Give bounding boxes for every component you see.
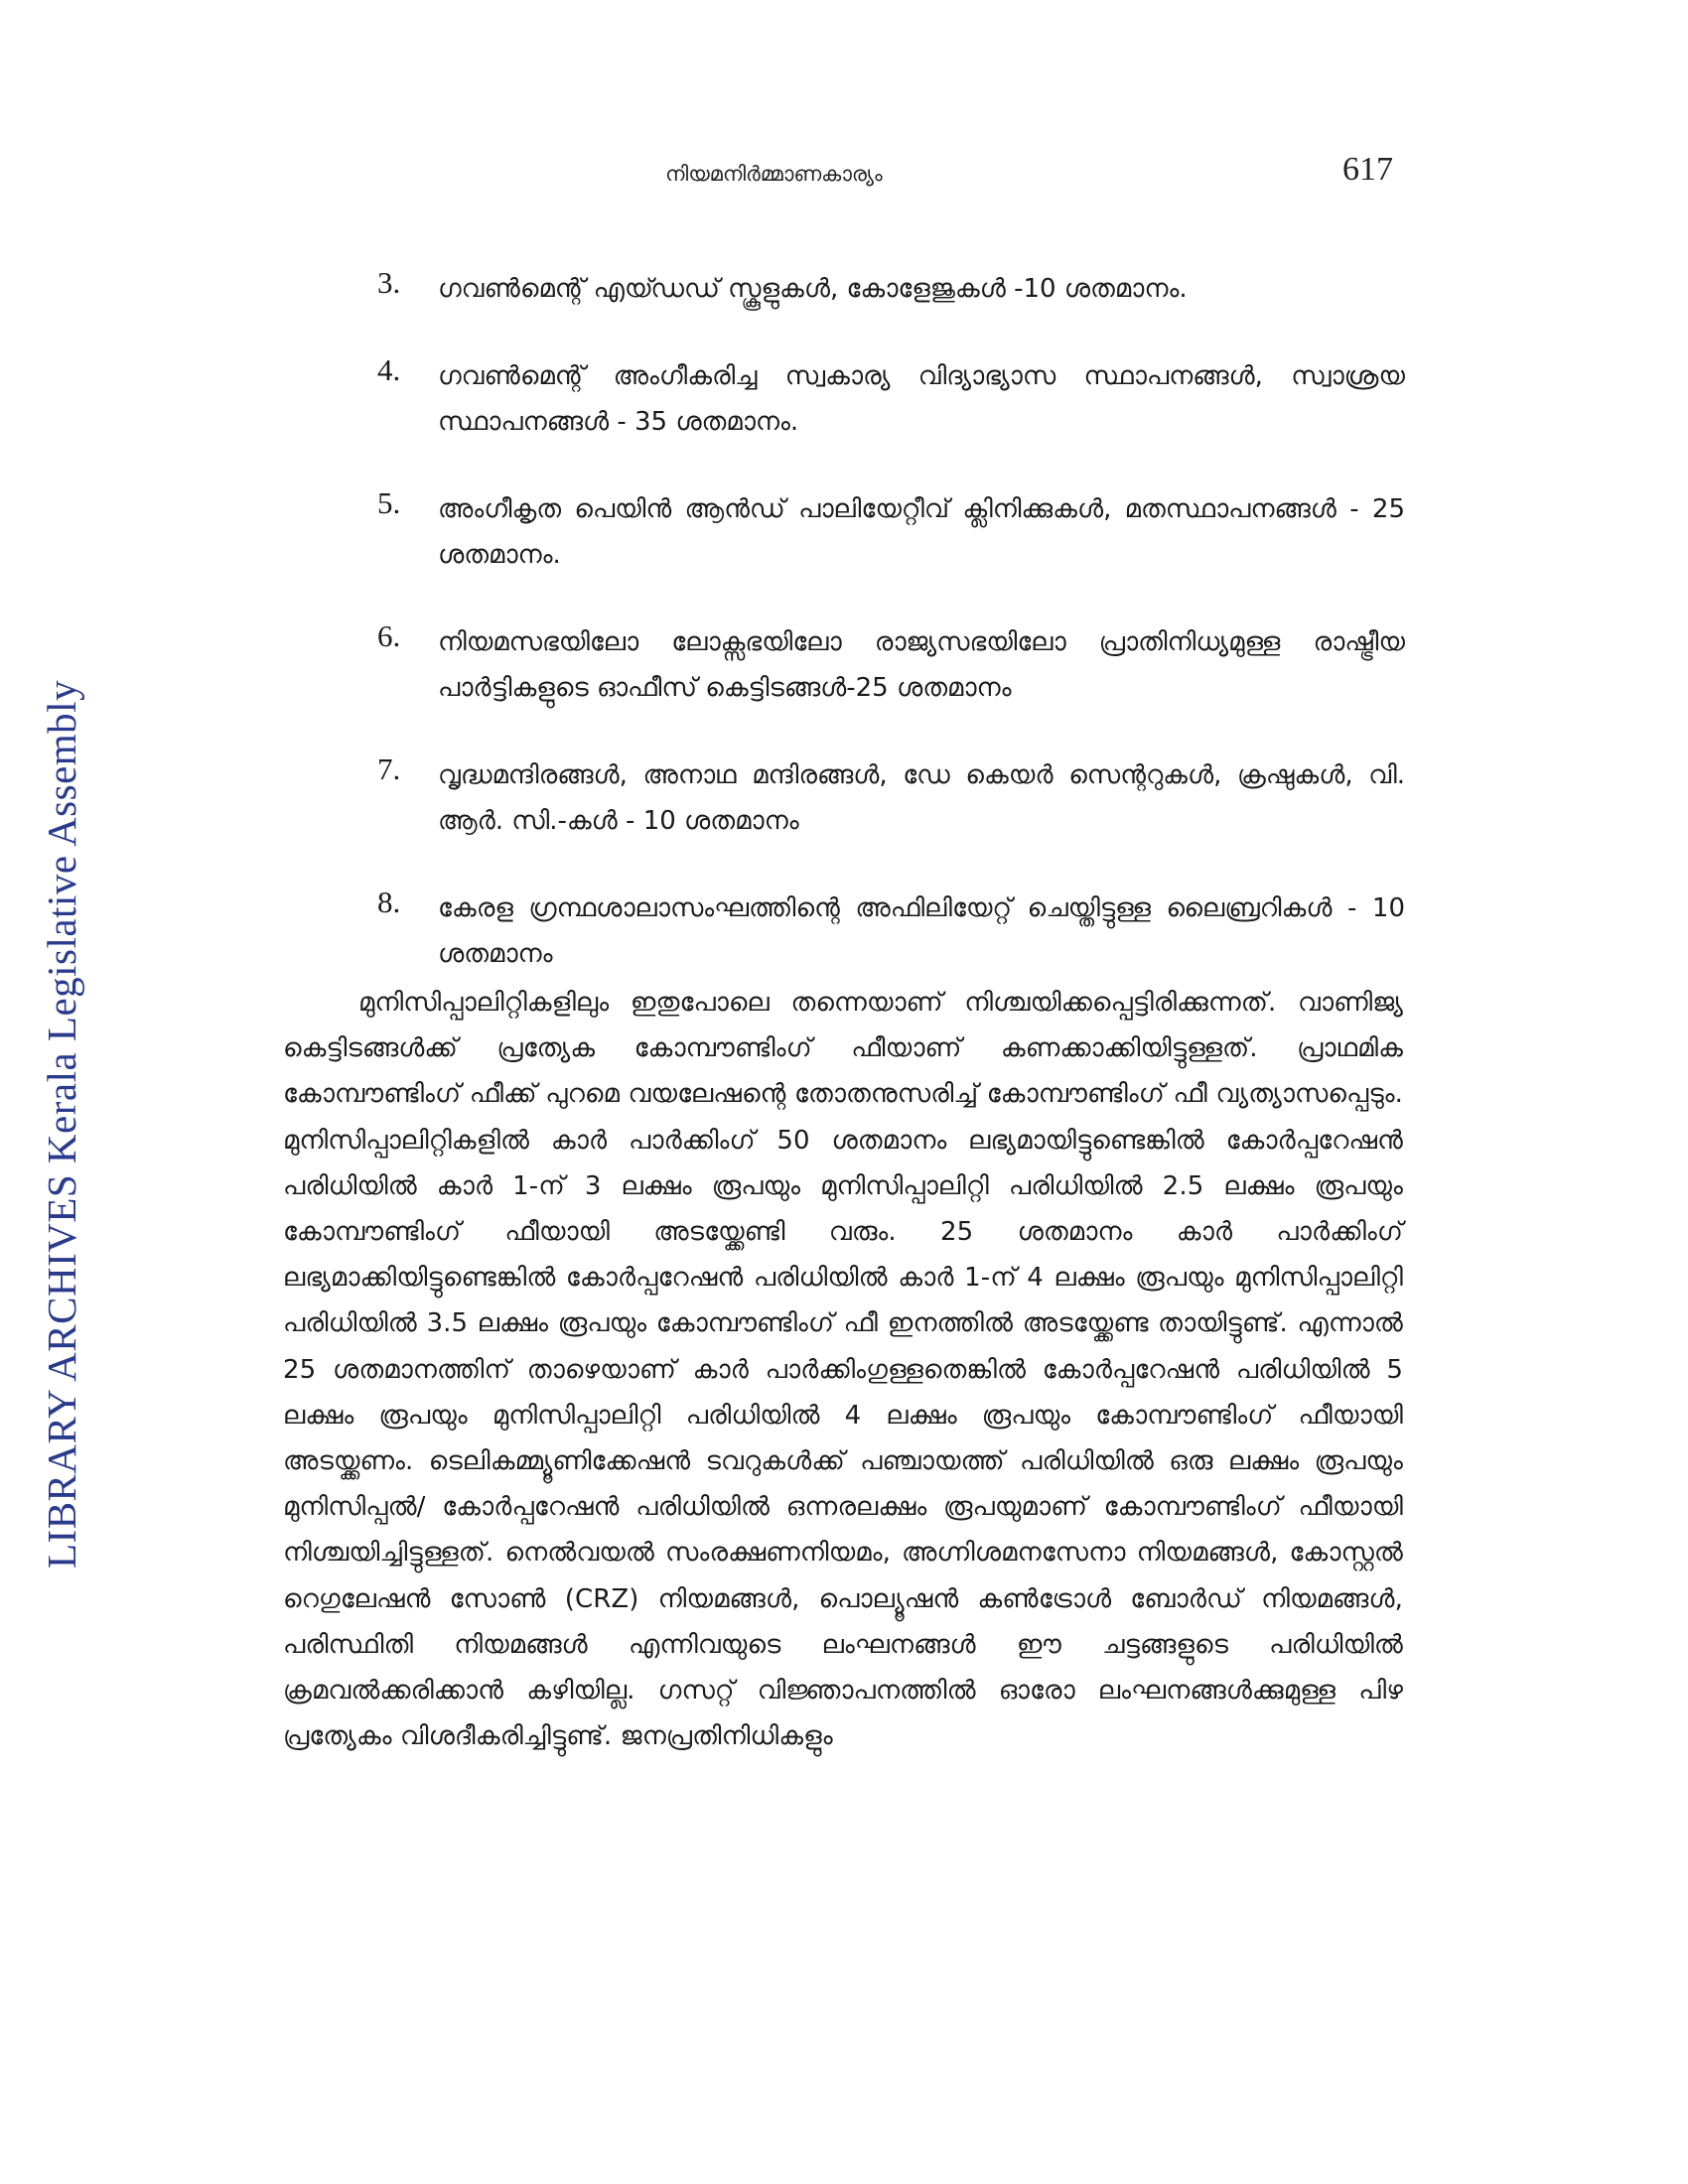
list-item-number: 3. — [377, 265, 401, 300]
list-item-text: വൃദ്ധമന്ദിരങ്ങൾ, അനാഥ മന്ദിരങ്ങൾ, ഡേ കെയർ സെന്ററുകൾ, ക്രഷുകൾ, വി. ആർ. സി.-കൾ - 10 ശതമാനം — [438, 760, 1405, 836]
page-number: 617 — [1342, 151, 1393, 188]
list-item-number: 4. — [377, 352, 401, 387]
list-item — [377, 266, 1405, 312]
list-item-number: 7. — [377, 751, 401, 786]
archive-watermark: LIBRARY ARCHIVES Kerala Legislative Assembly — [39, 679, 84, 1569]
list-item — [377, 619, 1405, 711]
list-item-text: കേരള ഗ്രന്ഥശാലാസംഘത്തിന്റെ അഫിലിയേറ്റ് ചെയ്തിട്ടുള്ള ലൈബ്രറികൾ - 10 ശതമാനം — [438, 893, 1405, 969]
body-paragraph: മുനിസിപ്പാലിറ്റികളിലും ഇതുപോലെ തന്നെയാണ് നിശ്ചയിക്കപ്പെട്ടിരിക്കുന്നത്. വാണിജ്യ കെട്ടിടങ്ങൾക്ക് പ്രത്യേക കോമ്പൗണ്ടിംഗ് ഫീയാണ് കണക്കാക്കിയിട്ടുള്ളത്. പ്രാഥമിക കോമ്പൗണ്ടിംഗ് ഫീക്ക് പുറമെ വയലേഷന്റെ തോതനുസരിച്ച് കോമ്പൗണ്ടിംഗ് ഫീ വ്യത്യാസപ്പെടും. മുനിസിപ്പാലിറ്റികളിൽ കാർ പാർക്കിംഗ് 50 ശതമാനം ലഭ്യമായിട്ടുണ്ടെങ്കിൽ കോർപ്പറേഷൻ പരിധിയിൽ കാർ 1-ന് 3 ലക്ഷം രൂപയും മുനിസിപ്പാലിറ്റി പരിധിയിൽ 2.5 ലക്ഷം രൂപയും കോമ്പൗണ്ടിംഗ് ഫീയായി അടയ്ക്കേണ്ടി വരും. 25 ശതമാനം കാർ പാർക്കിംഗ് ലഭ്യമാക്കിയിട്ടുണ്ടെങ്കിൽ കോർപ്പറേഷൻ പരിധിയിൽ കാർ 1-ന് 4 ലക്ഷം രൂപയും മുനിസിപ്പാലിറ്റി പരിധിയിൽ 3.5 ലക്ഷം രൂപയും കോമ്പൗണ്ടിംഗ് ഫീ ഇനത്തിൽ അടയ്ക്കേണ്ട തായിട്ടുണ്ട്. എന്നാൽ 25 ശതമാനത്തിന് താഴെയാണ് കാർ പാർക്കിംഗുള്ളതെങ്കിൽ കോർപ്പറേഷൻ പരിധിയിൽ 5 ലക്ഷം രൂപയും മുനിസിപ്പാലിറ്റി പരിധിയിൽ 4 ലക്ഷം രൂപയും കോമ്പൗണ്ടിംഗ് ഫീയായി അടയ്ക്കണം. ടെലികമ്മ്യൂണിക്കേഷൻ ടവറുകൾക്ക് പഞ്ചായത്ത് പരിധിയിൽ ഒരു ലക്ഷം രൂപയും മുനിസിപ്പൽ/ കോർപ്പറേഷൻ പരിധിയിൽ ഒന്നരലക്ഷം രൂപയുമാണ് കോമ്പൗണ്ടിംഗ് ഫീയായി നിശ്ചയിച്ചിട്ടുള്ളത്. നെൽവയൽ സംരക്ഷണനിയമം, അഗ്നിശമനസേനാ നിയമങ്ങൾ, കോസ്റ്റൽ റെഗുലേഷൻ സോൺ (CRZ) നിയമങ്ങൾ, പൊല്യൂഷൻ കൺട്രോൾ ബോർഡ് നിയമങ്ങൾ, പരിസ്ഥിതി നിയമങ്ങൾ എന്നിവയുടെ ലംഘനങ്ങൾ ഈ ചട്ടങ്ങളുടെ പരിധിയിൽ ക്രമവൽക്കരിക്കാൻ കഴിയില്ല. ഗസറ്റ് വിജ്ഞാപനത്തിൽ ഓരോ ലംഘനങ്ങൾക്കുമുള്ള പിഴ പ്രത്യേകം വിശദീകരിച്ചിട്ടുണ്ട്. ജനപ്രതിനിധികളും — [283, 988, 1403, 1752]
list-item-text: ഗവൺമെന്റ് എയ്ഡഡ് സ്കൂളുകൾ, കോളേജുകൾ -10 ശതമാനം. — [438, 274, 1188, 304]
running-header-title: നിയമനിർമ്മാണകാര്യം — [665, 162, 883, 186]
list-item-text: അംഗീകൃത പെയിൻ ആൻഡ് പാലിയേറ്റീവ് ക്ലിനിക്കുകൾ, മതസ്ഥാപനങ്ങൾ - 25 ശതമാനം. — [438, 494, 1405, 570]
numbered-list — [377, 266, 1405, 1019]
list-item-text: ഗവൺമെന്റ് അംഗീകരിച്ച സ്വകാര്യ വിദ്യാഭ്യാസ സ്ഥാപനങ്ങൾ, സ്വാശ്രയ സ്ഥാപനങ്ങൾ - 35 ശതമാനം. — [438, 361, 1405, 437]
list-item — [377, 752, 1405, 844]
list-item-text: നിയമസഭയിലോ ലോക്സഭയിലോ രാജ്യസഭയിലോ പ്രാതിനിധ്യമുള്ള രാഷ്ട്രീയ പാർട്ടികളുടെ ഓഫീസ് കെട്ടിടങ്ങൾ-25 ശതമാനം — [438, 627, 1405, 703]
list-item-number: 6. — [377, 618, 401, 653]
list-item-number: 5. — [377, 485, 401, 520]
list-item-number: 8. — [377, 885, 401, 919]
list-item — [377, 353, 1405, 445]
list-item — [377, 486, 1405, 578]
list-item — [377, 886, 1405, 977]
